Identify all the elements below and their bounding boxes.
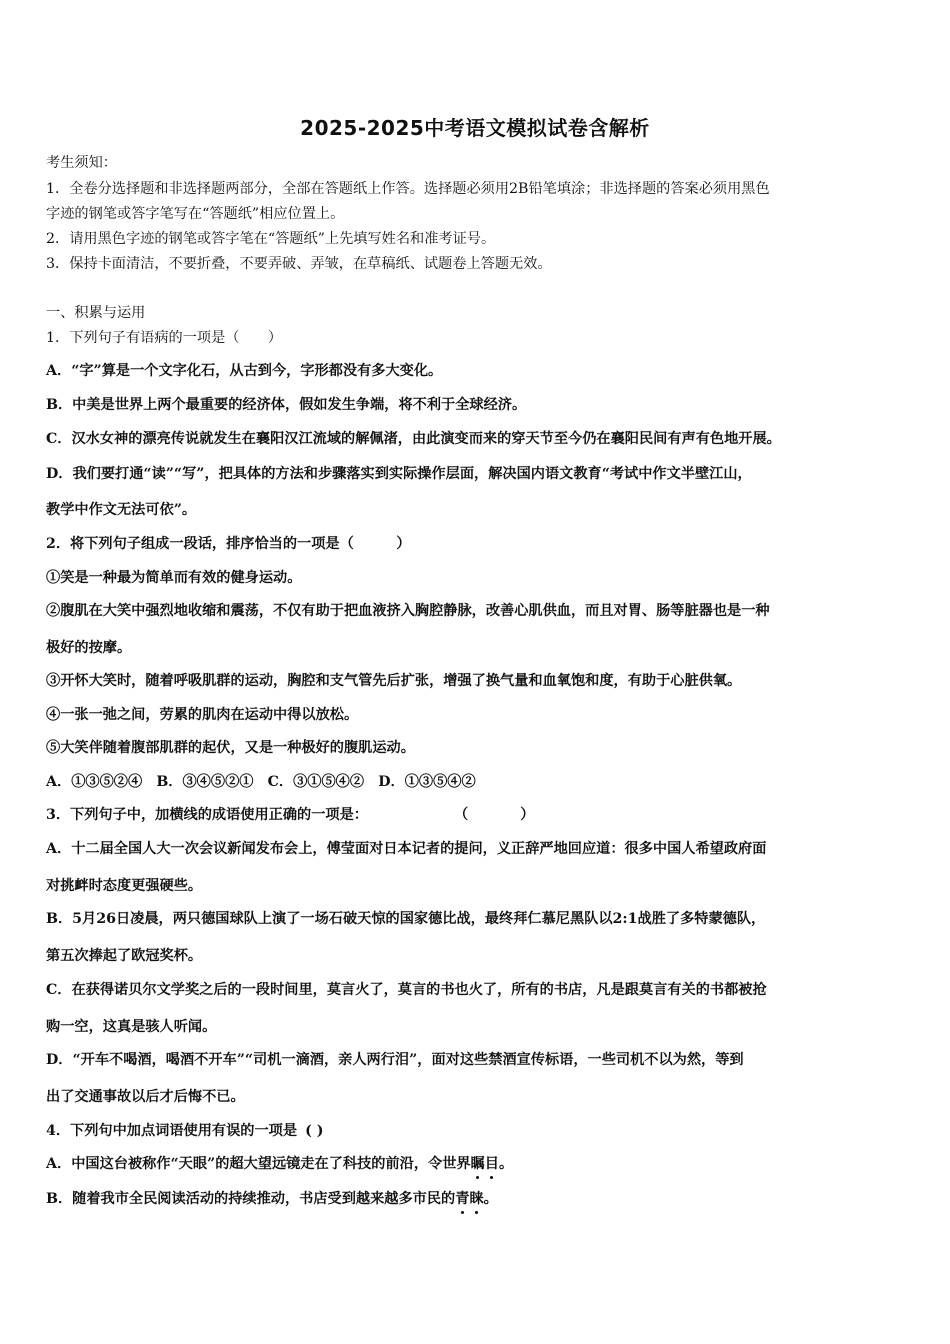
q4-option-a-text: A．中国这台被称作“天眼”的超大望远镜走在了科技的前沿，令世界 [46, 1156, 471, 1172]
q1-option-b: B．中美是世界上两个最重要的经济体，假如发生争端，将不利于全球经济。 [46, 397, 527, 413]
notice-item-1-cont: 字迹的钢笔或答字笔写在“答题纸”相应位置上。 [46, 206, 345, 222]
q3-option-c: C．在获得诺贝尔文学奖之后的一段时间里，莫言火了，莫言的书也火了，所有的书店，凡是跟莫言有关的书都被抢 [46, 982, 767, 998]
q2-sentence-2: ②腹肌在大笑中强烈地收缩和震荡，不仅有助于把血液挤入胸腔静脉，改善心肌供血，而且对胃、肠等脏器也是一种 [46, 603, 770, 619]
dotted-char: 瞩 [471, 1153, 485, 1173]
notice-item-2: 2．请用黑色字迹的钢笔或答字笔在“答题纸”上先填写姓名和准考证号。 [46, 231, 496, 247]
q2-options: A．①③⑤②④ B．③④⑤②① C．③①⑤④② D．①③⑤④② [46, 774, 476, 790]
q2-sentence-5: ⑤大笑伴随着腹部肌群的起伏，又是一种极好的腹肌运动。 [46, 740, 415, 756]
q4-option-a [46, 1153, 908, 1173]
notice-item-1: 1．全卷分选择题和非选择题两部分，全部在答题纸上作答。选择题必须用2B铅笔填涂；非选择题的答案必须用黑色 [46, 181, 770, 197]
q2-sentence-2-cont: 极好的按摩。 [46, 640, 132, 656]
q3-option-a: A．十二届全国人大一次会议新闻发布会上，傅莹面对日本记者的提问，义正辞严地回应道：很多中国人希望政府面 [46, 841, 767, 857]
q3-option-a-cont: 对挑衅时态度更强硬些。 [46, 878, 203, 894]
q2-stem: 2．将下列句子组成一段话，排序恰当的一项是（ ） [46, 536, 411, 552]
dotted-char: 睐 [469, 1188, 483, 1208]
q1-option-d-cont: 教学中作文无法可依”。 [46, 502, 197, 518]
dotted-char: 青 [455, 1188, 469, 1208]
q1-option-a: A．“字”算是一个文字化石，从古到今，字形都没有多大变化。 [46, 363, 443, 379]
q3-option-c-cont: 购一空，这真是骇人听闻。 [46, 1019, 217, 1035]
notice-heading: 考生须知： [46, 155, 117, 171]
q3-option-d: D．“开车不喝酒，喝酒不开车”“司机一滴酒，亲人两行泪”，面对这些禁酒宣传标语，一些司机不以为然，等到 [46, 1052, 744, 1068]
q3-option-d-cont: 出了交通事故以后才后悔不已。 [46, 1089, 245, 1105]
q1-stem: 1．下列句子有语病的一项是（ ） [46, 330, 283, 346]
q4-stem-paren: ( ) [305, 1123, 324, 1139]
q3-paren-close: ） [520, 807, 535, 823]
q1-option-c: C．汉水女神的漂亮传说就发生在襄阳汉江流域的解佩渚，由此演变而来的穿天节至今仍在襄阳民间有声有色地开展。 [46, 431, 781, 447]
q4-stem [46, 1120, 908, 1140]
q3-option-b: B．5月26日凌晨，两只德国球队上演了一场石破天惊的国家德比战，最终拜仁慕尼黑队以2:1战胜了多特蒙德队， [46, 911, 766, 927]
q4-option-a-end: 。 [499, 1156, 514, 1172]
q3-stem-text: 3．下列句子中，加横线的成语使用正确的一项是： [46, 807, 368, 823]
q2-sentence-1: ①笑是一种最为简单而有效的健身运动。 [46, 570, 302, 586]
notice-item-3: 3．保持卡面清洁，不要折叠，不要弄破、弄皱，在草稿纸、试题卷上答题无效。 [46, 256, 552, 272]
q4-option-b-end: 。 [483, 1191, 498, 1207]
q1-option-d: D．我们要打通“读”“写”，把具体的方法和步骤落实到实际操作层面，解决国内语文教育“考试中作文半壁江山， [46, 466, 752, 482]
q4-option-b [46, 1188, 908, 1208]
q3-stem [46, 804, 908, 824]
q2-sentence-4: ④一张一弛之间，劳累的肌肉在运动中得以放松。 [46, 707, 359, 723]
q4-stem-text: 4．下列句中加点词语使用有误的一项是 [46, 1123, 298, 1139]
page-title: 2025-2025中考语文模拟试卷含解析 [300, 116, 650, 140]
q2-sentence-3: ③开怀大笑时，随着呼吸肌群的运动，胸腔和支气管先后扩张，增强了换气量和血氧饱和度，有助于心脏供氧。 [46, 673, 742, 689]
dotted-char: 目 [485, 1153, 499, 1173]
q3-paren-open: （ [454, 807, 469, 823]
q3-option-b-cont: 第五次捧起了欧冠奖杯。 [46, 948, 203, 964]
section-heading: 一、积累与运用 [46, 305, 146, 321]
q4-option-b-text: B．随着我市全民阅读活动的持续推动，书店受到越来越多市民的 [46, 1191, 456, 1207]
